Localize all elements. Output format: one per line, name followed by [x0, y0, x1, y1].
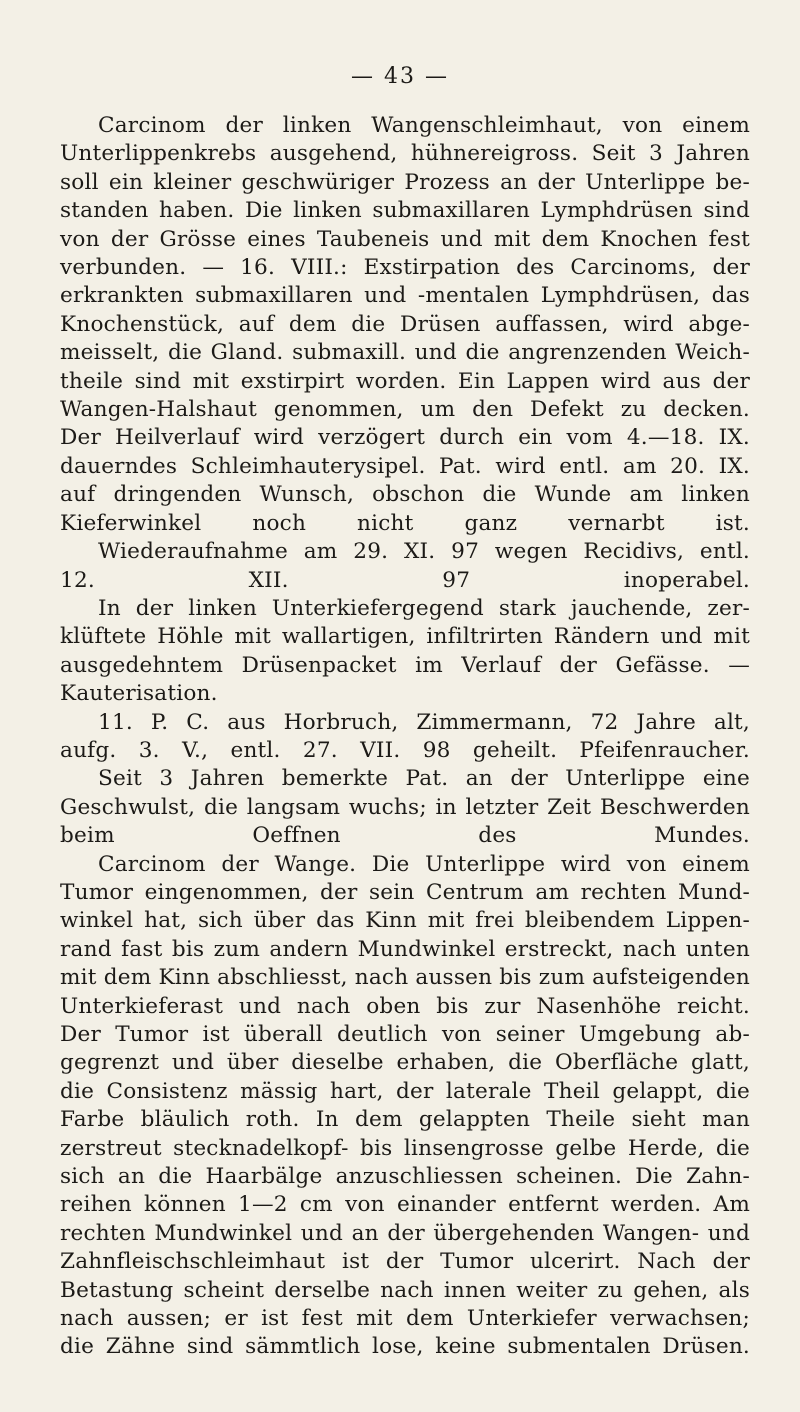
text-line: theile sind mit exstirpirt worden. Ein Lappen wird aus der — [60, 368, 750, 394]
text-line: Geschwulst, die langsam wuchs; in letzter Zeit Beschwerden — [60, 794, 750, 820]
text-line: Der Heilverlauf wird verzögert durch ein vom 4.—18. IX. — [60, 425, 750, 451]
paragraph — [60, 765, 750, 850]
paragraph — [60, 851, 750, 1362]
text-line: nach aussen; er ist fest mit dem Unterkiefer verwachsen; — [60, 1306, 750, 1332]
paragraph — [60, 595, 750, 709]
page-number: — 43 — — [351, 64, 449, 89]
text-line: erkrankten submaxillaren und -mentalen Lymphdrüsen, das — [60, 283, 750, 309]
text-line: Der Tumor ist überall deutlich von seiner Umgebung ab- — [60, 1022, 750, 1047]
text-line: winkel hat, sich über das Kinn mit frei bleibendem Lippen- — [60, 908, 750, 934]
text-line: Seit 3 Jahren bemerkte Pat. an der Unterlippe eine — [98, 766, 750, 792]
text-line: reihen können 1—2 cm von einander entfernt werden. Am — [60, 1192, 750, 1218]
paragraph — [60, 709, 750, 766]
paragraph — [60, 112, 750, 538]
text-line: dauerndes Schleimhauterysipel. Pat. wird entl. am 20. IX. — [60, 453, 750, 479]
text-line: auf dringenden Wunsch, obschon die Wunde am linken — [60, 482, 750, 508]
text-line: klüftete Höhle mit wallartigen, infiltrirten Rändern und mit — [60, 624, 750, 650]
text-line: soll ein kleiner geschwüriger Prozess an der Unterlippe be- — [60, 169, 750, 195]
text-line: meisselt, die Gland. submaxill. und die angrenzenden Weich- — [60, 340, 750, 366]
text-line: die Zähne sind sämmtlich lose, keine submentalen Drüsen. — [60, 1334, 750, 1360]
text-line: Wiederaufnahme am 29. XI. 97 wegen Recidivs, entl. — [98, 539, 750, 565]
text-line: Farbe bläulich roth. In dem gelappten Theile sieht man — [60, 1107, 750, 1133]
text-line: aufg. 3. V., entl. 27. VII. 98 geheilt. Pfeifenraucher. — [60, 737, 750, 763]
text-line: Knochenstück, auf dem die Drüsen auffassen, wird abge- — [60, 311, 750, 337]
paragraph — [60, 538, 750, 595]
body-text — [60, 112, 750, 1362]
text-line: standen haben. Die linken submaxillaren Lymphdrüsen sind — [60, 198, 750, 224]
text-line: Tumor eingenommen, der sein Centrum am rechten Mund- — [60, 879, 750, 905]
text-line: Betastung scheint derselbe nach innen weiter zu gehen, als — [60, 1277, 750, 1303]
text-line: 12. XII. 97 inoperabel. — [60, 567, 750, 593]
text-line: Carcinom der Wange. Die Unterlippe wird von einem — [98, 851, 750, 877]
text-line: rand fast bis zum andern Mundwinkel erstreckt, nach unten — [60, 936, 750, 962]
text-line: Unterlippenkrebs ausgehend, hühnereigross. Seit 3 Jahren — [60, 141, 750, 167]
text-line: Zahnfleischschleimhaut ist der Tumor ulcerirt. Nach der — [60, 1249, 750, 1275]
text-line: sich an die Haarbälge anzuschliessen scheinen. Die Zahn- — [60, 1164, 750, 1190]
text-line: von der Grösse eines Taubeneis und mit dem Knochen fest — [60, 226, 750, 252]
text-line: Unterkieferast und nach oben bis zur Nasenhöhe reicht. — [60, 993, 750, 1019]
text-line: zerstreut stecknadelkopf- bis linsengrosse gelbe Herde, die — [60, 1135, 750, 1161]
text-line: die Consistenz mässig hart, der laterale Theil gelappt, die — [60, 1078, 750, 1104]
text-line: gegrenzt und über dieselbe erhaben, die Oberfläche glatt, — [60, 1050, 750, 1076]
text-line: Kieferwinkel noch nicht ganz vernarbt ist. — [60, 510, 750, 536]
text-line: beim Oeffnen des Mundes. — [60, 823, 750, 849]
text-line: 11. P. C. aus Horbruch, Zimmermann, 72 Jahre alt, — [98, 709, 750, 735]
text-line: verbunden. — 16. VIII.: Exstirpation des Carcinoms, der — [60, 255, 750, 281]
text-line: In der linken Unterkiefergegend stark jauchende, zer- — [98, 595, 750, 621]
text-line: ausgedehntem Drüsenpacket im Verlauf der Gefässe. — — [60, 652, 750, 678]
text-line: Wangen-Halshaut genommen, um den Defekt zu decken. — [60, 397, 750, 423]
text-line: Kauterisation. — [60, 681, 218, 707]
text-line: mit dem Kinn abschliesst, nach aussen bis zum aufsteigenden — [60, 965, 750, 991]
text-line: rechten Mundwinkel und an der übergehenden Wangen- und — [60, 1220, 750, 1246]
text-line: Carcinom der linken Wangenschleimhaut, von einem — [98, 113, 750, 138]
